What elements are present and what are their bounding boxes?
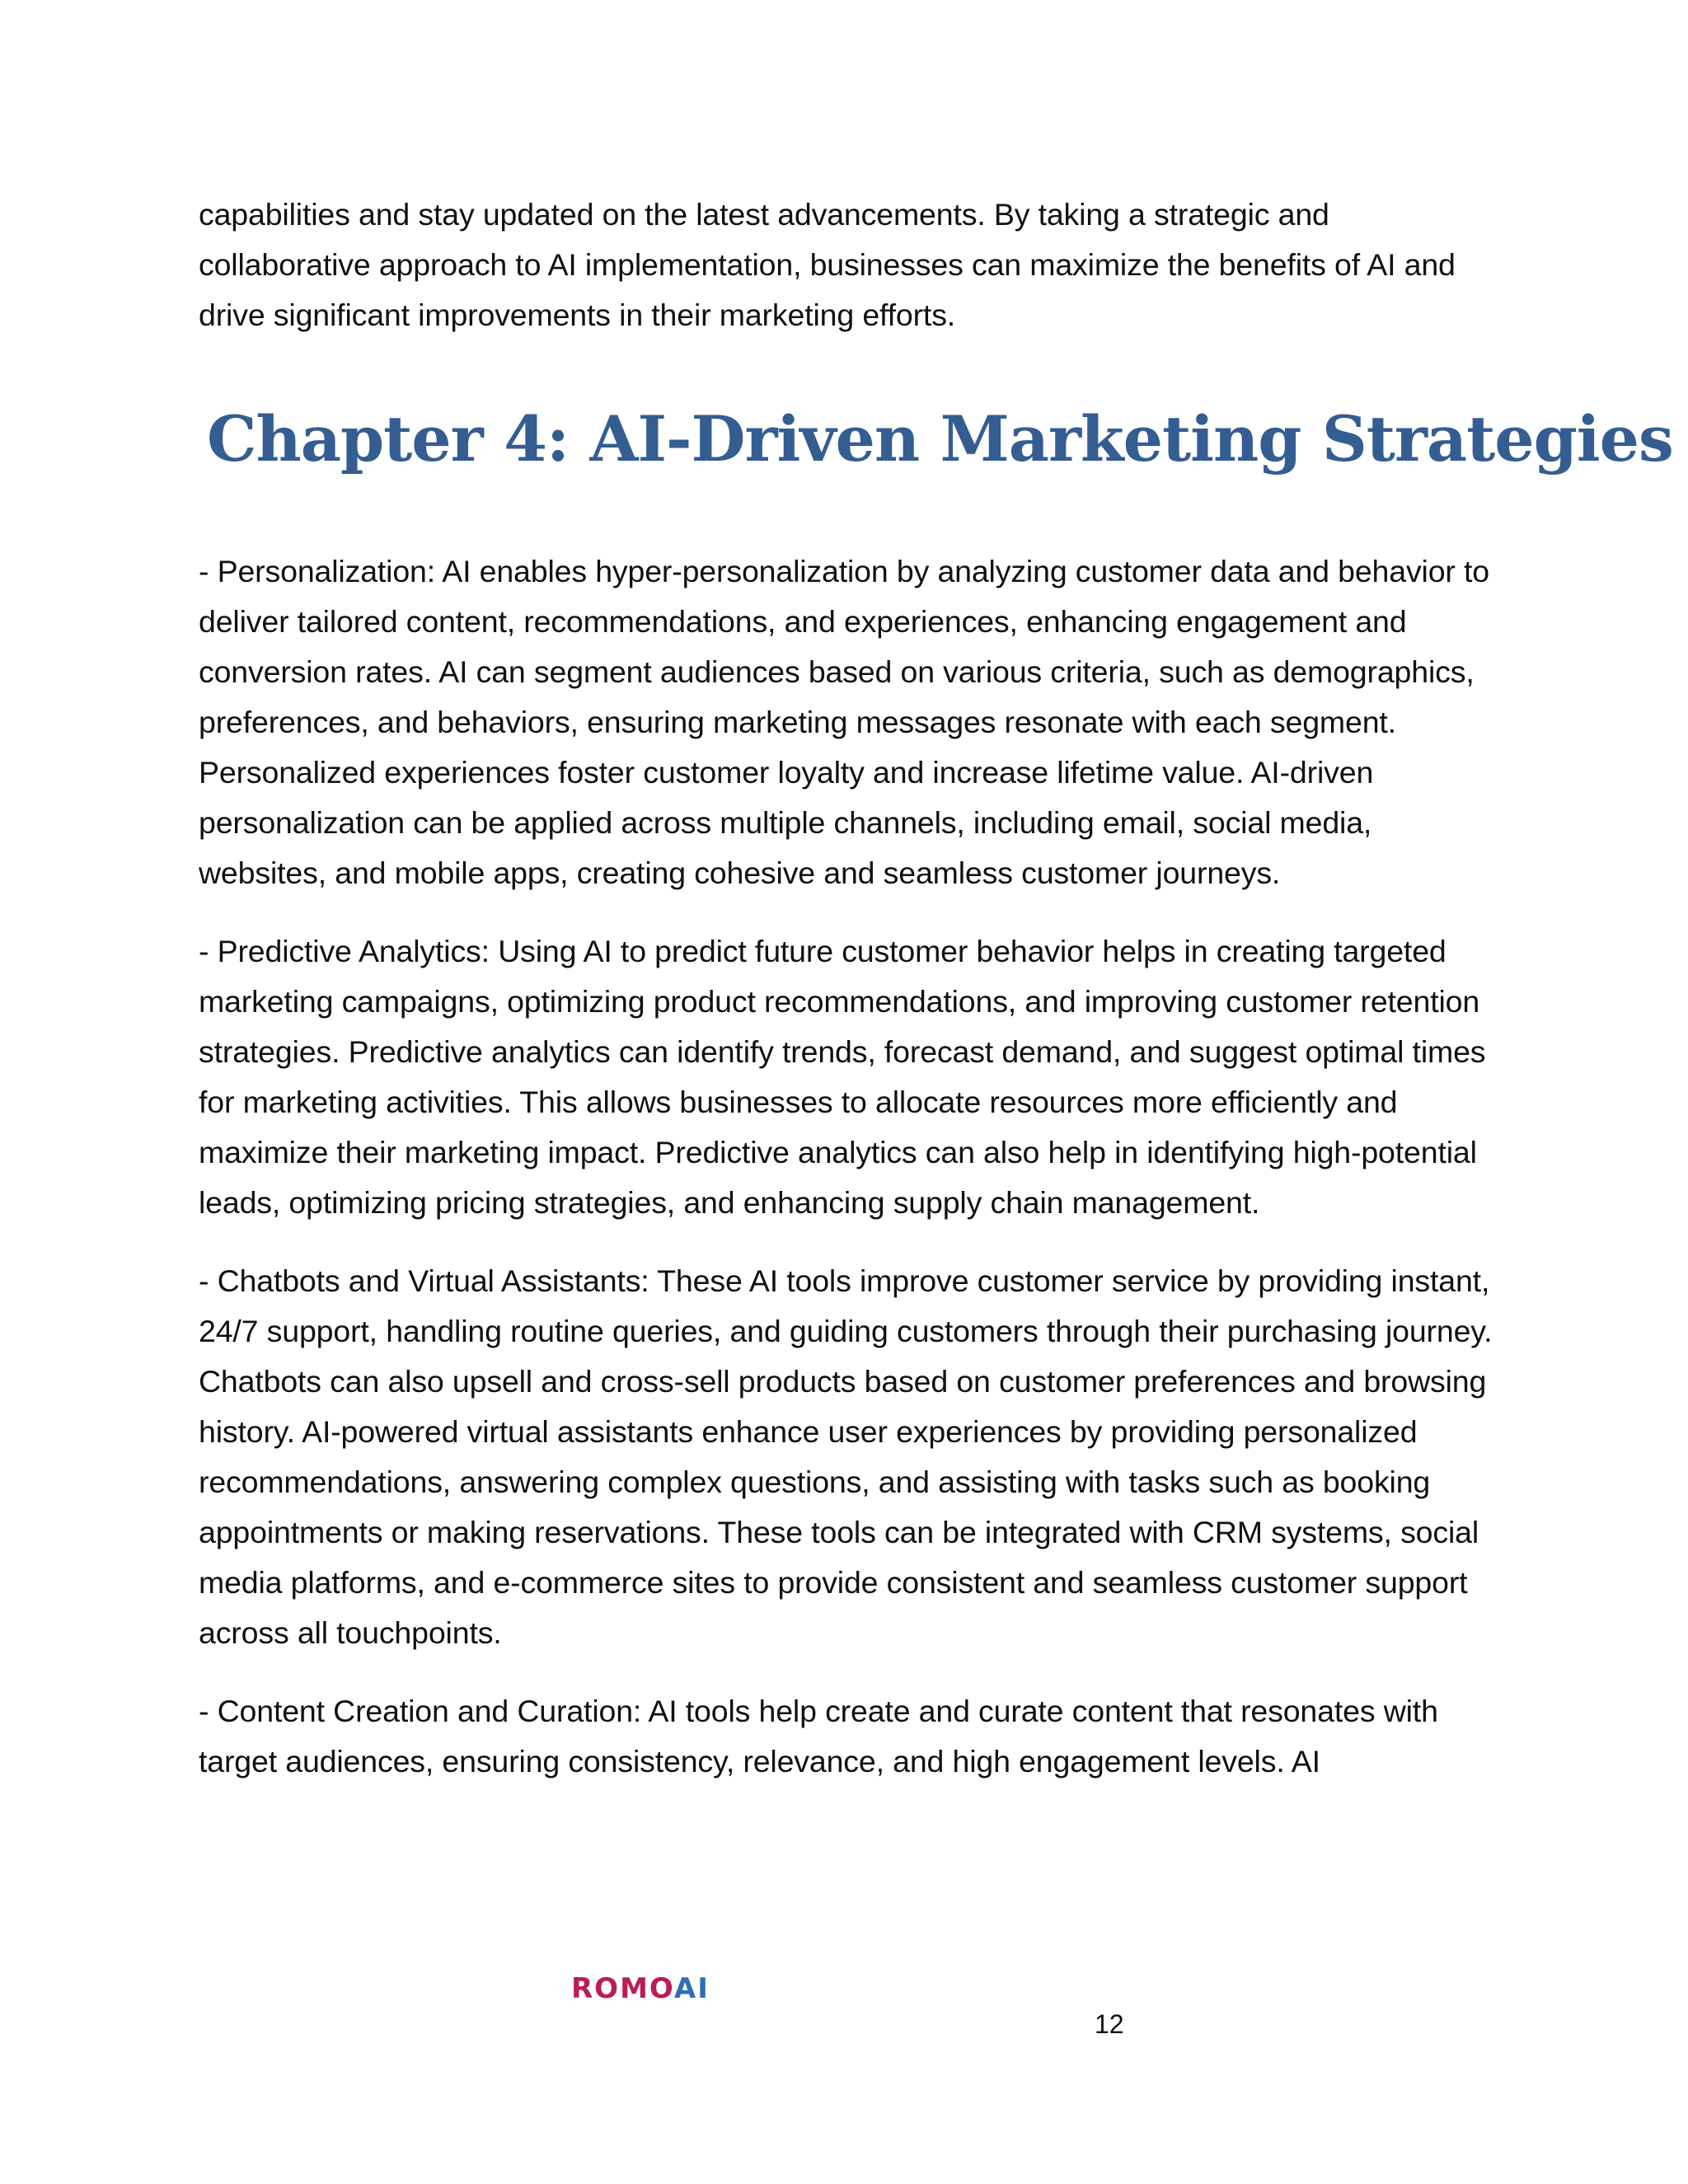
section-chatbots-virtual-assistants: - Chatbots and Virtual Assistants: These AI tools improve customer service by providing instant, 24/7 support, handling routine queries, and guiding customers through their purchasing journey. Chatbots can also upsell and cross-sell products based on customer preferences and browsing history. AI-powered virtual assistants enhance user experiences by providing personalized recommendations, answering complex questions, and assisting with tasks such as booking appointments or making reservations. These tools can be integrated with CRM systems, social media platforms, and e-commerce sites to provide consistent and seamless customer support across all touchpoints. bbox=[199, 1263, 1493, 1650]
section-content-creation-curation: - Content Creation and Curation: AI tools help create and curate content that resonates with target audiences, ensuring consistency, relevance, and high engagement levels. AI bbox=[199, 1694, 1438, 1779]
logo-text-accent: AI bbox=[673, 1972, 710, 2005]
page-content bbox=[199, 190, 1673, 1787]
romoai-logo bbox=[571, 1972, 710, 2005]
section-predictive-analytics: - Predictive Analytics: Using AI to predict future customer behavior helps in creating targeted marketing campaigns, optimizing product recommendations, and improving customer retention strategies. Predictive analytics can identify trends, forecast demand, and suggest optimal times for marketing activities. This allows businesses to allocate resources more efficiently and maximize their marketing impact. Predictive analytics can also help in identifying high-potential leads, optimizing pricing strategies, and enhancing supply chain management. bbox=[199, 934, 1486, 1220]
intro-paragraph: capabilities and stay updated on the latest advancements. By taking a strategic and collaborative approach to AI implementation, businesses can maximize the benefits of AI and drive significant improvements in their marketing efforts. bbox=[199, 197, 1456, 332]
section-personalization: - Personalization: AI enables hyper-personalization by analyzing customer data and behavior to deliver tailored content, recommendations, and experiences, enhancing engagement and conversion rates. AI can segment audiences based on various criteria, such as demographics, preferences, and behaviors, ensuring marketing messages resonate with each segment. Personalized experiences foster customer loyalty and increase lifetime value. AI-driven personalization can be applied across multiple channels, including email, social media, websites, and mobile apps, creating cohesive and seamless customer journeys. bbox=[199, 554, 1490, 890]
page-number: 12 bbox=[1095, 2009, 1124, 2039]
logo-text-primary: ROMO bbox=[571, 1972, 674, 2005]
chapter-title: Chapter 4: AI-Driven Marketing Strategies bbox=[207, 402, 1673, 476]
